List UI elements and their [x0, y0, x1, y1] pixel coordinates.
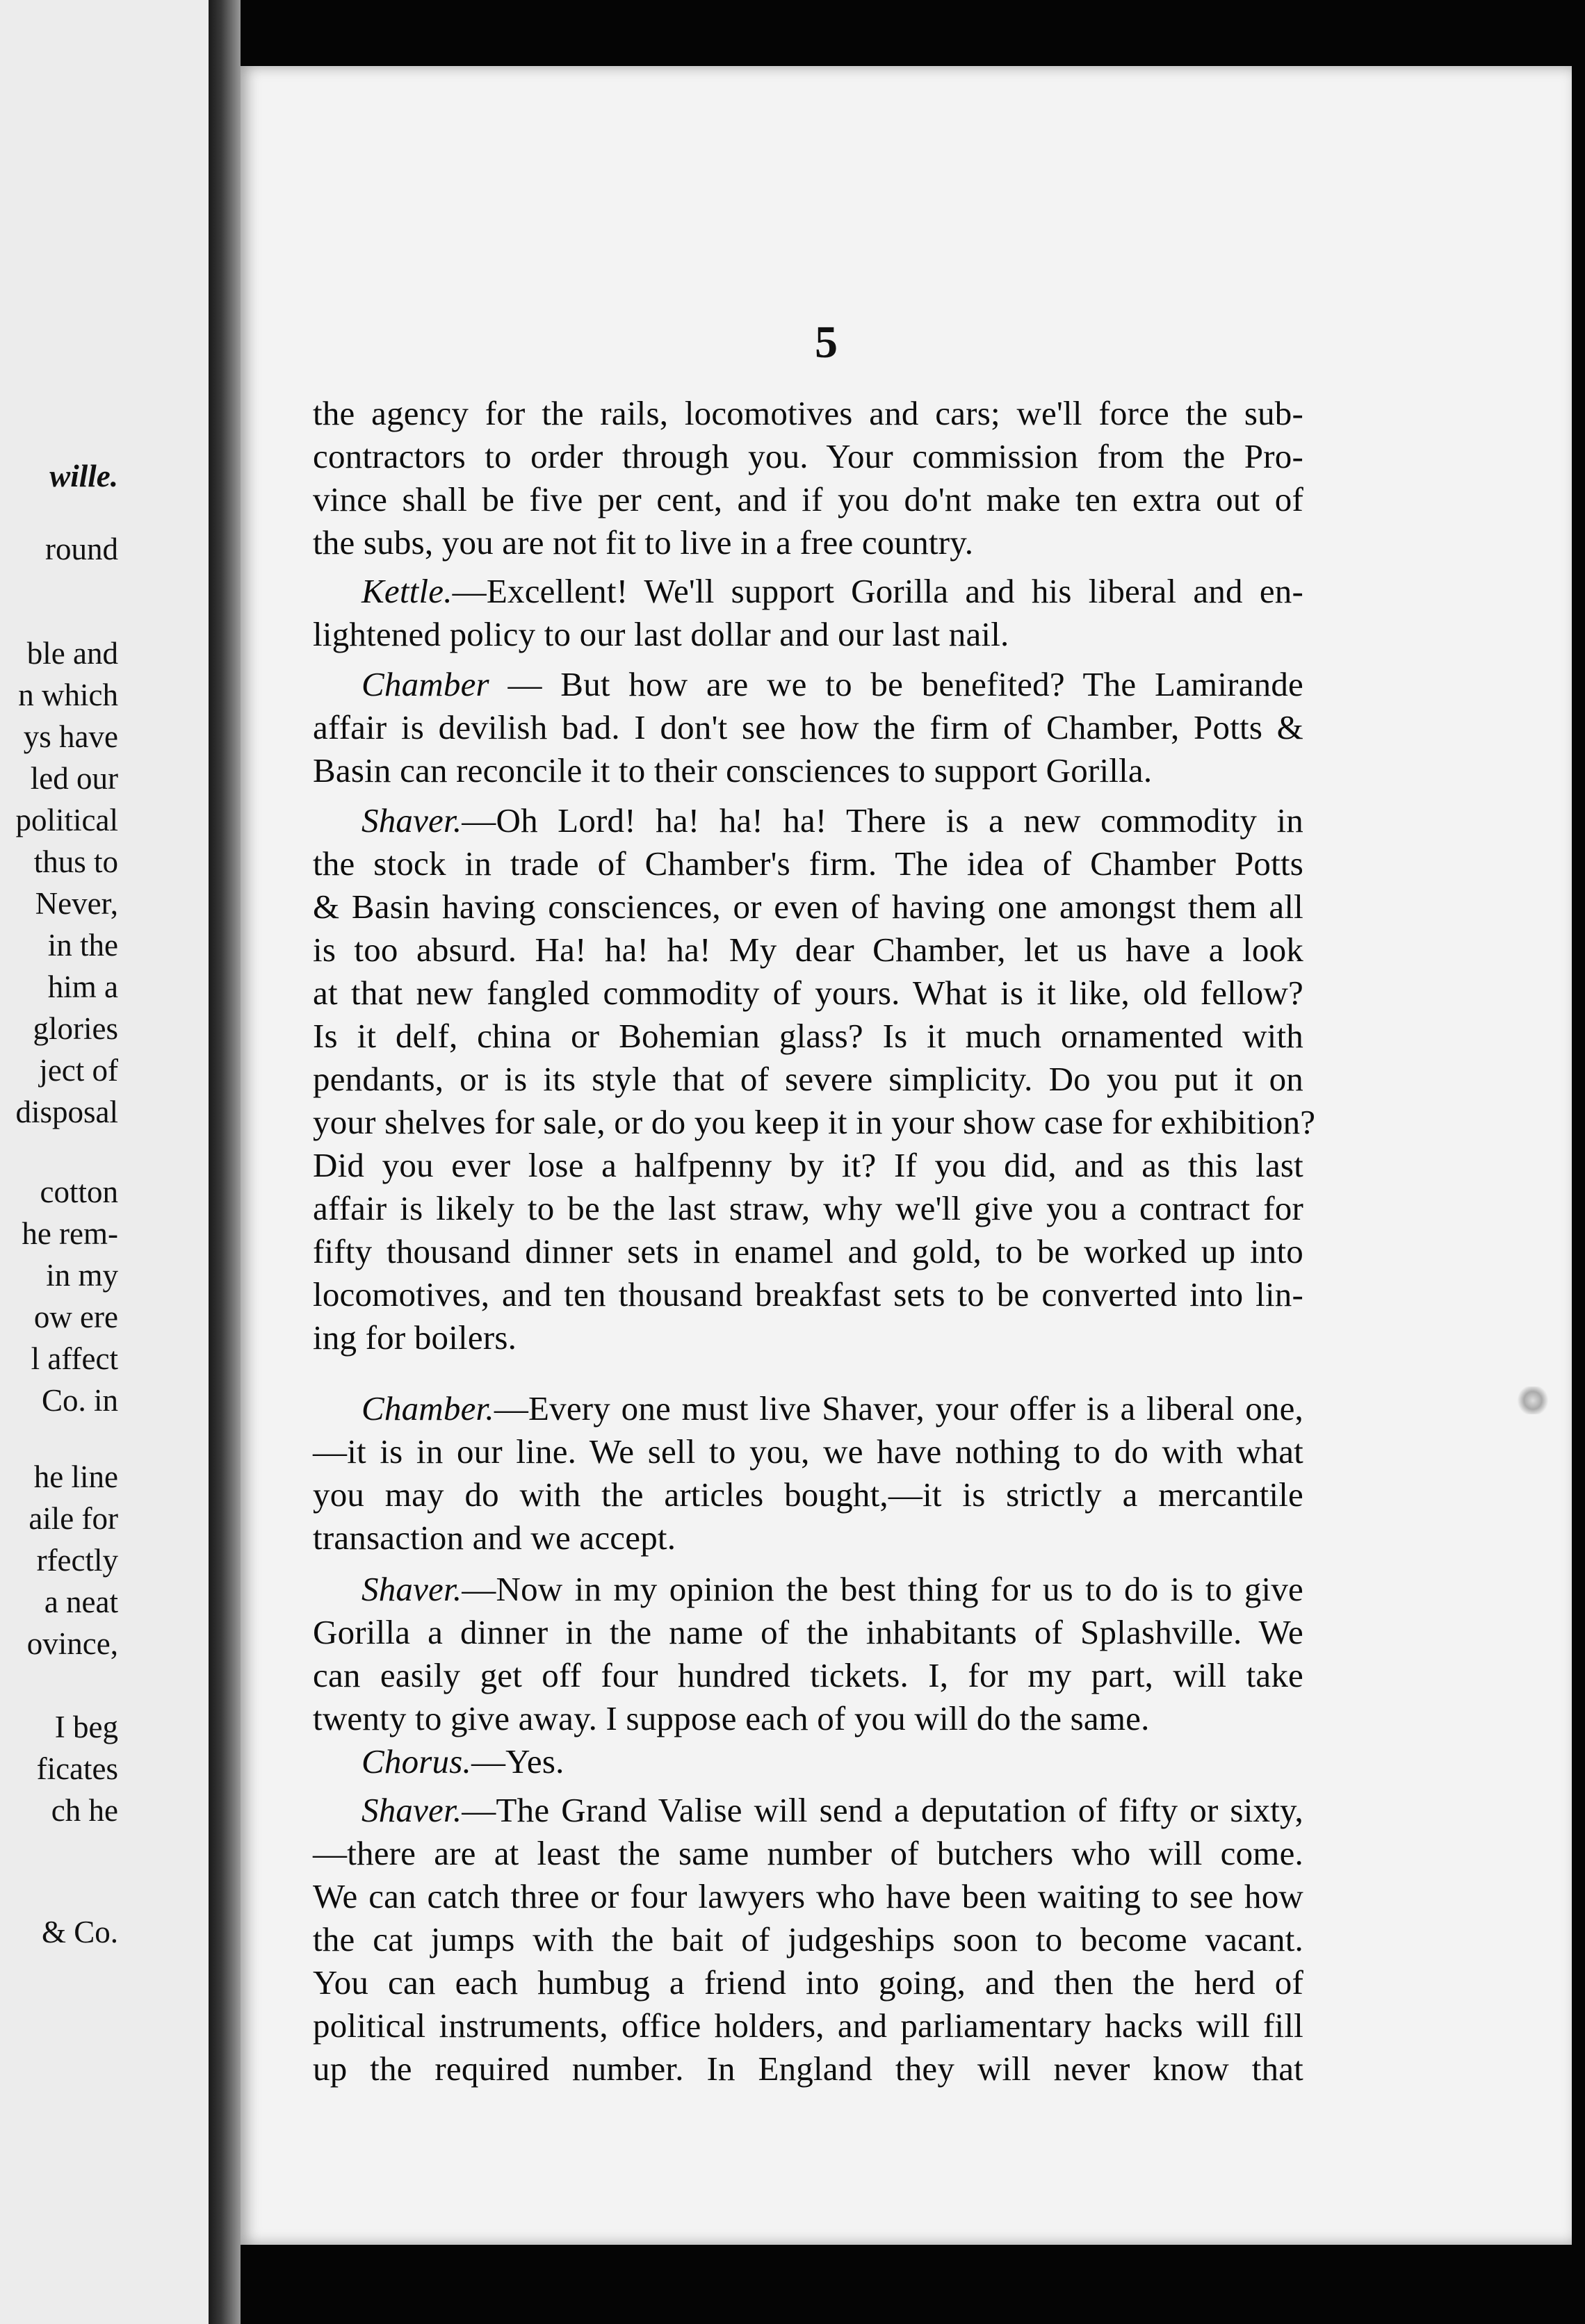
facing-page-fragment: wille.: [49, 459, 118, 493]
line-text: pendants, or is its style that of severe simplicity. Do you put it on: [313, 1060, 1303, 1098]
facing-page-fragment: thus to: [33, 844, 118, 879]
line-text: & Basin having consciences, or even of having one amongst them all: [313, 887, 1303, 926]
facing-page-fragment: ys have: [23, 719, 118, 754]
text-line: [313, 750, 1303, 792]
facing-page-fragment: he line: [33, 1459, 118, 1494]
line-text: —it is in our line. We sell to you, we have nothing to do with what: [313, 1432, 1303, 1471]
text-line: [313, 707, 1303, 748]
facing-page-fragment: n which: [18, 678, 118, 712]
line-text: Gorilla a dinner in the name of the inhabitants of Splashville. We: [313, 1613, 1303, 1651]
line-text: you may do with the articles bought,—it is strictly a mercantile: [313, 1475, 1303, 1514]
line-text: transaction and we accept.: [313, 1519, 676, 1557]
line-text: affair is likely to be the last straw, why we'll give you a contract for: [313, 1189, 1303, 1227]
line-text: the subs, you are not fit to live in a free country.: [313, 523, 974, 562]
facing-page-fragment: rfectly: [36, 1543, 118, 1578]
text-line: [313, 664, 1303, 705]
text-line: [313, 886, 1303, 928]
text-line: [313, 1833, 1303, 1874]
facing-page-fragment: ject of: [39, 1053, 118, 1088]
line-text: —Excellent! We'll support Gorilla and his liberal and en-: [452, 572, 1303, 610]
speaker-name: Chamber.: [361, 1389, 494, 1427]
line-text: the stock in trade of Chamber's firm. The idea of Chamber Potts: [313, 844, 1303, 883]
facing-page-fragment: ficates: [36, 1751, 118, 1786]
text-line: [313, 1919, 1303, 1961]
text-line: [313, 1274, 1303, 1316]
line-text: can easily get off four hundred tickets. I, for my part, will take: [313, 1656, 1303, 1694]
page-number: 5: [815, 317, 838, 368]
text-line: [313, 479, 1303, 521]
line-text: —Oh Lord! ha! ha! ha! There is a new commodity in: [462, 801, 1303, 840]
line-text: is too absurd. Ha! ha! ha! My dear Chamber, let us have a look: [313, 931, 1303, 969]
facing-page-fragment: glories: [33, 1011, 118, 1046]
text-line: [313, 1517, 1303, 1559]
text-line: [313, 1317, 1303, 1359]
line-text: — But how are we to be benefited? The Lamirande: [489, 665, 1303, 703]
text-line: [313, 800, 1303, 842]
line-text: —Every one must live Shaver, your offer is a liberal one,: [494, 1389, 1303, 1427]
line-text: We can catch three or four lawyers who have been waiting to see how: [313, 1877, 1303, 1915]
text-line: [313, 614, 1303, 655]
speaker-name: Shaver.: [361, 1791, 462, 1829]
line-text: You can each humbug a friend into going, and then the herd of: [313, 1963, 1303, 2002]
text-line: [313, 1655, 1303, 1696]
line-text: your shelves for sale, or do you keep it in your show case for exhibition?: [313, 1103, 1316, 1141]
line-text: fifty thousand dinner sets in enamel and gold, to be worked up into: [313, 1232, 1303, 1270]
scan-speck: [1515, 1386, 1550, 1414]
facing-page-fragment: ow ere: [33, 1300, 118, 1334]
speaker-name: Shaver.: [361, 1570, 462, 1608]
line-text: vince shall be five per cent, and if you do'nt make ten extra out of: [313, 480, 1303, 518]
facing-page-fragment: Co. in: [41, 1383, 118, 1418]
text-line: [313, 843, 1303, 885]
text-line: [313, 2048, 1303, 2090]
line-text: —Yes.: [471, 1742, 564, 1781]
line-text: —there are at least the same number of butchers who will come.: [313, 1834, 1303, 1872]
text-line: [313, 2005, 1303, 2047]
text-line: [313, 1015, 1303, 1057]
facing-page-fragment: ch he: [51, 1793, 118, 1828]
line-text: contractors to order through you. Your commission from the Pro-: [313, 437, 1303, 475]
line-text: ing for boilers.: [313, 1318, 517, 1357]
book-spine: [209, 0, 241, 2324]
facing-page-fragment: round: [45, 532, 118, 566]
text-line: [313, 972, 1303, 1014]
text-line: [313, 1698, 1303, 1740]
facing-page-fragment: & Co.: [41, 1915, 118, 1949]
text-line: [313, 1102, 1316, 1143]
facing-page-fragment: a neat: [44, 1585, 118, 1619]
facing-page-fragment: in my: [46, 1258, 118, 1293]
text-line: [313, 571, 1303, 612]
line-text: twenty to give away. I suppose each of you will do the same.: [313, 1699, 1150, 1737]
line-text: the cat jumps with the bait of judgeships soon to become vacant.: [313, 1920, 1303, 1958]
line-text: political instruments, office holders, and parliamentary hacks will fill: [313, 2006, 1303, 2045]
line-text: Basin can reconcile it to their consciences to support Gorilla.: [313, 751, 1153, 789]
text-line: [313, 1145, 1303, 1186]
speaker-name: Shaver.: [361, 801, 462, 840]
text-line: [313, 929, 1303, 971]
line-text: at that new fangled commodity of yours. What is it like, old fellow?: [313, 974, 1303, 1012]
text-line: [313, 1058, 1303, 1100]
text-line: [313, 1431, 1303, 1473]
text-line: [313, 393, 1303, 434]
facing-page-fragment: in the: [47, 928, 118, 963]
facing-page: [0, 0, 209, 2324]
speaker-name: Chorus.: [361, 1742, 471, 1781]
speaker-name: Chamber: [361, 665, 489, 703]
facing-page-fragment: l affect: [31, 1341, 118, 1376]
text-line: [313, 1741, 1303, 1783]
facing-page-fragment: political: [15, 803, 118, 837]
line-text: the agency for the rails, locomotives and cars; we'll force the sub-: [313, 394, 1303, 432]
facing-page-fragment: disposal: [15, 1095, 118, 1129]
text-line: [313, 1790, 1303, 1831]
line-text: —Now in my opinion the best thing for us to do is to give: [462, 1570, 1303, 1608]
facing-page-fragment: ovince,: [26, 1626, 118, 1661]
text-line: [313, 1388, 1303, 1430]
text-line: [313, 1188, 1303, 1229]
facing-page-fragment: cotton: [40, 1175, 118, 1209]
facing-page-fragment: Never,: [35, 886, 118, 921]
facing-page-fragment: aile for: [29, 1501, 118, 1536]
line-text: locomotives, and ten thousand breakfast sets to be converted into lin-: [313, 1275, 1303, 1314]
text-line: [313, 1612, 1303, 1653]
line-text: Is it delf, china or Bohemian glass? Is it much ornamented with: [313, 1017, 1303, 1055]
line-text: lightened policy to our last dollar and our last nail.: [313, 615, 1009, 653]
text-line: [313, 1876, 1303, 1917]
facing-page-fragment: led our: [30, 761, 118, 796]
text-line: [313, 1231, 1303, 1273]
line-text: —The Grand Valise will send a deputation of fifty or sixty,: [462, 1791, 1303, 1829]
line-text: affair is devilish bad. I don't see how the firm of Chamber, Potts &: [313, 708, 1303, 746]
text-line: [313, 436, 1303, 477]
facing-page-fragment: him a: [47, 969, 118, 1004]
facing-page-fragment: I beg: [54, 1710, 118, 1744]
line-text: up the required number. In England they will never know that: [313, 2049, 1303, 2088]
text-line: [313, 1569, 1303, 1610]
text-line: [313, 1474, 1303, 1516]
facing-page-fragment: ble and: [26, 636, 118, 671]
text-line: [313, 1962, 1303, 2004]
speaker-name: Kettle.: [361, 572, 453, 610]
facing-page-fragment: he rem-: [22, 1216, 118, 1251]
line-text: Did you ever lose a halfpenny by it? If you did, and as this last: [313, 1146, 1303, 1184]
text-line: [313, 522, 1303, 564]
